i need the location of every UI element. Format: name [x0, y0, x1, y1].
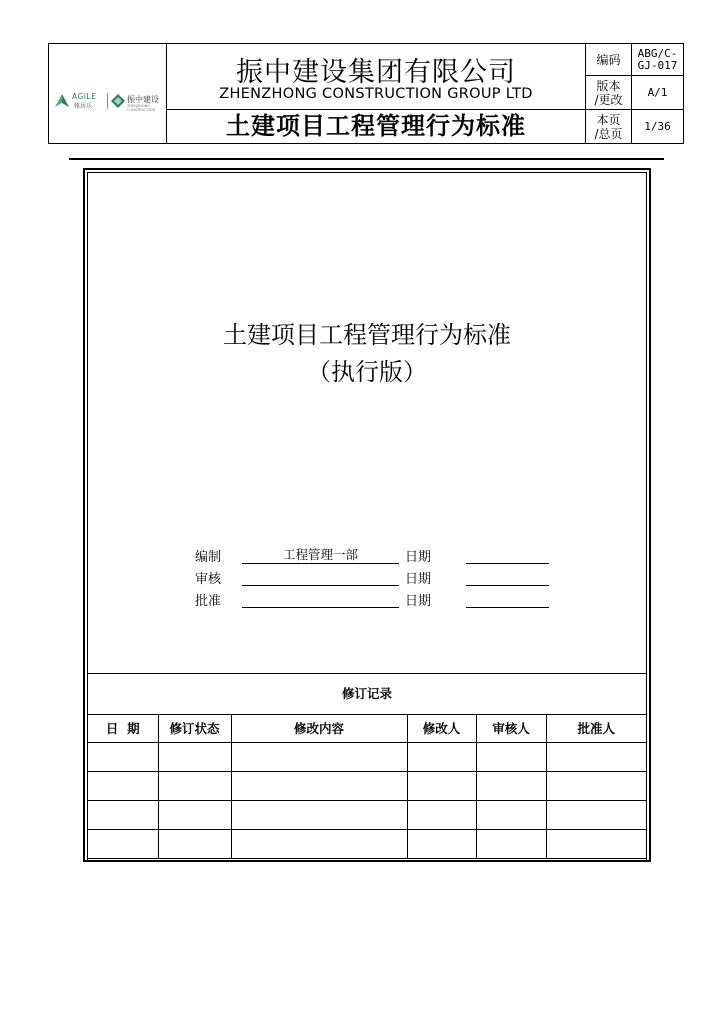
col-header-status: 修订状态 — [158, 714, 231, 743]
table-cell[interactable] — [476, 772, 546, 801]
table-cell[interactable] — [231, 801, 407, 830]
sign-value[interactable] — [242, 590, 399, 608]
table-cell[interactable] — [476, 830, 546, 859]
table-cell[interactable] — [407, 801, 476, 830]
table-cell[interactable] — [546, 772, 646, 801]
table-cell[interactable] — [231, 772, 407, 801]
revision-header-row — [88, 714, 646, 743]
revision-table — [88, 714, 646, 859]
agile-logo-sub: 雅居乐 — [74, 103, 93, 110]
col-header-content: 修改内容 — [231, 714, 407, 743]
cover-box — [83, 168, 651, 862]
date-field[interactable] — [466, 590, 549, 608]
cover-subtitle: （执行版） — [307, 358, 427, 386]
table-cell[interactable] — [407, 830, 476, 859]
zhenzhong-logo — [111, 91, 163, 111]
header-center — [167, 44, 586, 143]
logo-cell — [49, 44, 167, 143]
logo-separator — [107, 93, 108, 109]
date-label: 日期 — [405, 594, 432, 609]
revision-title: 修订记录 — [88, 673, 646, 715]
table-cell[interactable] — [231, 743, 407, 772]
meta-value-code: ABG/C-GJ-017 — [637, 46, 678, 72]
col-header-reviewer: 审核人 — [476, 714, 546, 743]
sign-row-approve — [88, 590, 646, 610]
company-name-cell — [167, 44, 585, 110]
table-cell[interactable] — [476, 801, 546, 830]
sign-value[interactable] — [242, 568, 399, 586]
document-header — [48, 43, 684, 144]
table-row — [88, 772, 646, 801]
date-label: 日期 — [405, 550, 432, 565]
header-divider — [69, 158, 664, 160]
table-cell[interactable] — [88, 830, 158, 859]
table-cell[interactable] — [158, 743, 231, 772]
table-row — [88, 830, 646, 859]
sign-label: 编制 — [195, 550, 222, 565]
zhenzhong-logo-icon — [111, 94, 125, 108]
meta-label: 编码 — [586, 44, 632, 75]
table-row — [88, 801, 646, 830]
table-cell[interactable] — [546, 830, 646, 859]
date-label: 日期 — [405, 572, 432, 587]
header-document-title: 土建项目工程管理行为标准 — [226, 112, 526, 140]
meta-row-page — [586, 110, 683, 143]
cover-inner — [87, 172, 647, 860]
sign-label: 批准 — [195, 594, 222, 609]
table-cell[interactable] — [546, 743, 646, 772]
meta-value-version: A/1 — [647, 85, 668, 99]
table-cell[interactable] — [158, 772, 231, 801]
sign-row-compile — [88, 546, 646, 566]
sign-value: 工程管理一部 — [242, 546, 399, 564]
table-cell[interactable] — [231, 830, 407, 859]
table-row — [88, 743, 646, 772]
table-cell[interactable] — [546, 801, 646, 830]
table-cell[interactable] — [88, 743, 158, 772]
zhenzhong-logo-sub: ZHENZHONG CONSTRUCTION — [127, 104, 156, 112]
zhenzhong-logo-text: 振中建设 — [127, 95, 159, 104]
col-header-date: 日 期 — [88, 714, 158, 743]
col-header-modifier: 修改人 — [407, 714, 476, 743]
date-field[interactable] — [466, 546, 549, 564]
table-cell[interactable] — [88, 772, 158, 801]
meta-row-version — [586, 76, 683, 110]
company-name-cn: 振中建设集团有限公司 — [236, 57, 516, 88]
header-meta — [586, 44, 683, 143]
agile-logo — [54, 91, 106, 111]
table-cell[interactable] — [407, 772, 476, 801]
agile-logo-text: AGILE — [72, 92, 97, 101]
col-header-approver: 批准人 — [546, 714, 646, 743]
table-cell[interactable] — [158, 830, 231, 859]
meta-row-code — [586, 44, 683, 76]
date-field[interactable] — [466, 568, 549, 586]
table-cell[interactable] — [407, 743, 476, 772]
cover-title: 土建项目工程管理行为标准 — [223, 321, 511, 349]
sign-row-review — [88, 568, 646, 588]
table-cell[interactable] — [158, 801, 231, 830]
table-cell[interactable] — [476, 743, 546, 772]
table-cell[interactable] — [88, 801, 158, 830]
sign-label: 审核 — [195, 572, 222, 587]
company-name-en: ZHENZHONG CONSTRUCTION GROUP LTD — [219, 86, 533, 102]
meta-label: 版本 /更改 — [586, 76, 632, 109]
meta-value-page: 1/36 — [644, 119, 671, 133]
meta-label: 本页 /总页 — [586, 110, 632, 143]
agile-logo-icon — [54, 93, 70, 109]
